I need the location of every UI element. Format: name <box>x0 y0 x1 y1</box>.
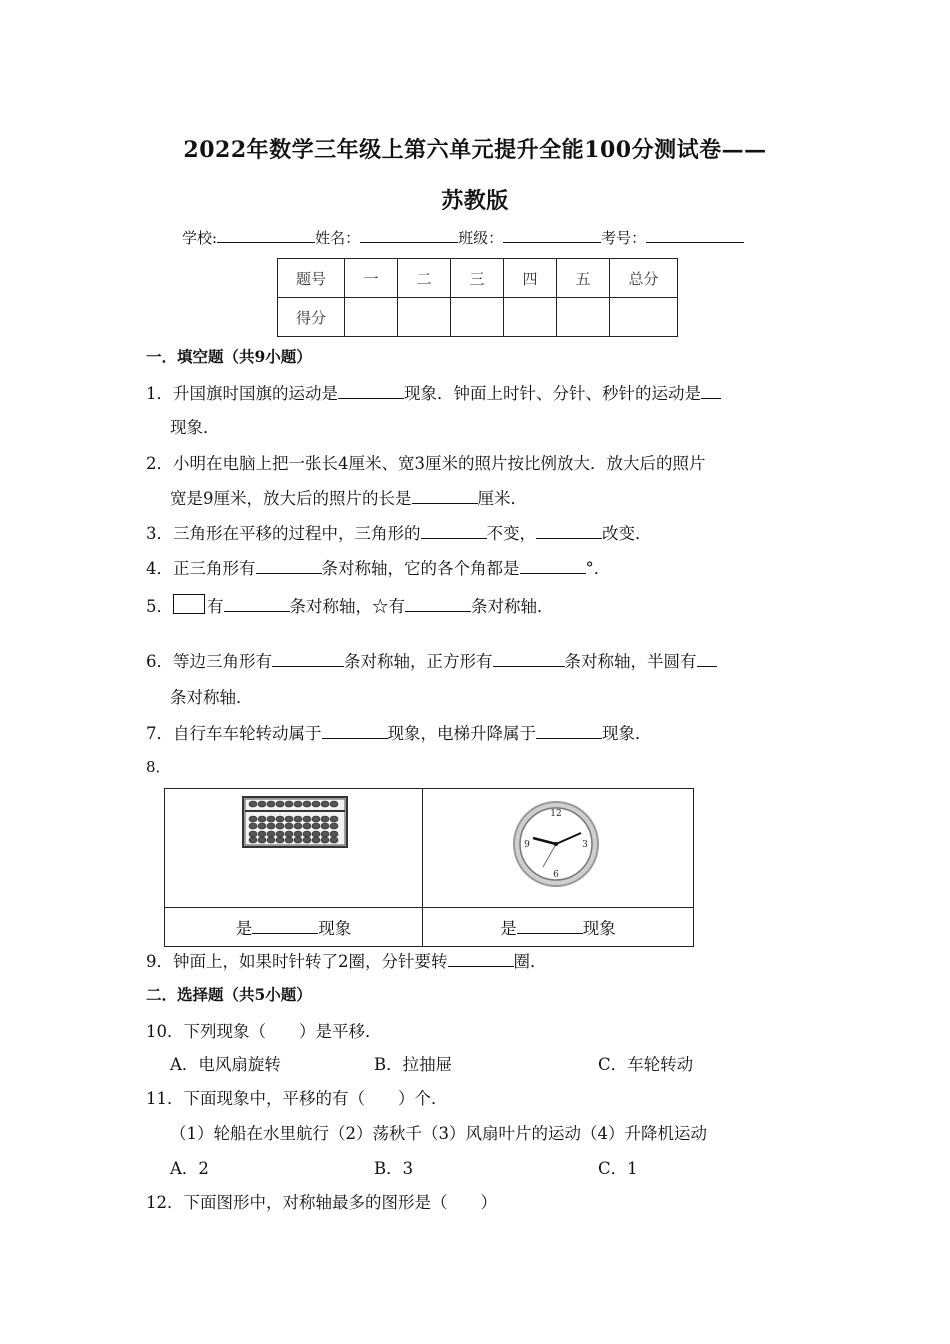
q8-right-blank[interactable] <box>517 915 583 934</box>
exam-title-line2: 苏教版 <box>441 188 509 214</box>
question-8-number: 8． <box>146 758 171 776</box>
q11-option-c[interactable]: C．1 <box>598 1159 638 1178</box>
q6-blank-3[interactable] <box>697 648 717 667</box>
question-11-sub: （1）轮船在水里航行（2）荡秋千（3）风扇叶片的运动（4）升降机运动 <box>170 1124 707 1143</box>
question-1-line2 <box>170 414 220 438</box>
clock-cell <box>423 789 694 908</box>
question-10-stem: 10．下列现象（ ）是平移． <box>146 1022 382 1041</box>
q10-option-b[interactable]: B．拉抽屉 <box>374 1055 453 1074</box>
question-12-stem: 12．下面图形中，对称轴最多的图形是（ ） <box>146 1193 497 1212</box>
question-6-line1 <box>146 648 717 672</box>
q4-blank-1[interactable] <box>256 555 322 574</box>
score-col-5: 五 <box>557 259 610 298</box>
q3-blank-1[interactable] <box>421 520 487 539</box>
score-col-1: 一 <box>345 259 398 298</box>
score-cell[interactable] <box>398 298 451 337</box>
name-blank[interactable] <box>360 226 458 243</box>
school-label: 学校: <box>182 229 218 247</box>
class-blank[interactable] <box>503 226 601 243</box>
q4-text-a: 4．正三角形有 <box>146 559 256 578</box>
question-1-line1 <box>146 380 721 404</box>
q7-text-c: 现象． <box>602 724 652 743</box>
question-7 <box>146 720 652 744</box>
q5-blank-1[interactable] <box>224 593 290 612</box>
q8-left-blank[interactable] <box>252 915 318 934</box>
q6-blank-1[interactable] <box>272 648 344 667</box>
q6-blank-2[interactable] <box>493 648 565 667</box>
clock-caption <box>423 908 694 947</box>
q11-option-b[interactable]: B．3 <box>374 1159 414 1178</box>
q1-text-c: 现象． <box>170 418 220 437</box>
question-8-table <box>164 788 694 947</box>
abacus-caption <box>165 908 423 947</box>
q1-text-a: 1．升国旗时国旗的运动是 <box>146 384 338 403</box>
question-4 <box>146 555 610 579</box>
q9-text-a: 9．钟面上，如果时针转了2圈，分针要转 <box>146 952 448 971</box>
name-label: 姓名： <box>315 229 361 247</box>
q7-text-a: 7．自行车车轮转动属于 <box>146 724 322 743</box>
exam-no-blank[interactable] <box>646 226 744 243</box>
question-2-line1 <box>146 450 706 474</box>
q8-right-text-b: 现象 <box>582 919 616 938</box>
clock-number-6: 6 <box>553 870 559 880</box>
exam-no-label: 考号： <box>601 229 647 247</box>
section2-title: 二．选择题（共5小题） <box>146 985 312 1004</box>
q7-blank-1[interactable] <box>322 720 388 739</box>
q1-blank-1[interactable] <box>338 380 404 399</box>
abacus-cell <box>165 789 423 908</box>
question-3 <box>146 520 652 544</box>
q8-left-text-b: 现象 <box>318 919 352 938</box>
q2-text-b: 宽是9厘米，放大后的照片的长是 <box>170 489 412 508</box>
q11-option-a[interactable]: A．2 <box>170 1159 209 1178</box>
q9-text-b: 圈． <box>513 952 547 971</box>
q3-text-a: 3．三角形在平移的过程中，三角形的 <box>146 524 421 543</box>
score-table-header-label: 题号 <box>278 259 345 298</box>
exam-title-line1: 2022年数学三年级上第六单元提升全能100分测试卷—— <box>183 137 767 163</box>
q10-option-a[interactable]: A．电风扇旋转 <box>170 1055 281 1074</box>
score-cell[interactable] <box>504 298 557 337</box>
q2-text-a: 2．小明在电脑上把一张长4厘米、宽3厘米的照片按比例放大．放大后的照片 <box>146 454 706 473</box>
q6-text-c: 条对称轴，半圆有 <box>564 652 697 671</box>
abacus-image <box>165 789 422 903</box>
q8-right-text-a: 是 <box>500 919 517 938</box>
clock-number-9: 9 <box>524 840 530 850</box>
q6-text-a: 6．等边三角形有 <box>146 652 272 671</box>
clock-number-3: 3 <box>582 840 588 850</box>
score-cell[interactable] <box>557 298 610 337</box>
q1-blank-2[interactable] <box>701 380 721 399</box>
q7-blank-2[interactable] <box>536 720 602 739</box>
q4-blank-2[interactable] <box>520 555 586 574</box>
q10-option-c[interactable]: C．车轮转动 <box>598 1055 694 1074</box>
question-5 <box>146 593 554 617</box>
score-cell[interactable] <box>451 298 504 337</box>
q5-blank-2[interactable] <box>405 593 471 612</box>
q5-text-d: 条对称轴． <box>471 597 554 616</box>
score-table <box>277 258 678 337</box>
score-cell[interactable] <box>610 298 678 337</box>
question-9 <box>146 948 547 972</box>
q2-text-c: 厘米． <box>477 489 527 508</box>
q3-blank-2[interactable] <box>536 520 602 539</box>
q6-text-d: 条对称轴． <box>170 688 253 707</box>
q3-text-c: 改变． <box>602 524 652 543</box>
score-row-label: 得分 <box>278 298 345 337</box>
rectangle-icon <box>173 594 205 614</box>
q9-blank[interactable] <box>448 948 514 967</box>
school-blank[interactable] <box>217 226 315 243</box>
score-col-4: 四 <box>504 259 557 298</box>
q1-text-b: 现象．钟面上时针、分针、秒针的运动是 <box>404 384 701 403</box>
student-info-line <box>182 226 744 248</box>
score-cell[interactable] <box>345 298 398 337</box>
question-6-line2 <box>170 684 253 708</box>
q5-text-c: 条对称轴，☆有 <box>289 597 405 616</box>
q5-text-a: 5． <box>146 597 173 616</box>
question-11-stem: 11．下面现象中，平移的有（ ）个． <box>146 1089 448 1108</box>
q8-left-text-a: 是 <box>235 919 253 938</box>
class-label: 班级： <box>458 229 504 247</box>
section1-title: 一．填空题（共9小题） <box>146 347 312 366</box>
q4-text-b: 条对称轴，它的各个角都是 <box>321 559 520 578</box>
q4-text-c: °． <box>585 559 611 578</box>
q2-blank[interactable] <box>412 485 478 504</box>
q3-text-b: 不变， <box>486 524 536 543</box>
q6-text-b: 条对称轴，正方形有 <box>344 652 493 671</box>
score-col-2: 二 <box>398 259 451 298</box>
q7-text-b: 现象，电梯升降属于 <box>387 724 536 743</box>
clock-number-12: 12 <box>550 809 562 819</box>
clock-image <box>423 789 693 903</box>
score-col-3: 三 <box>451 259 504 298</box>
question-2-line2 <box>170 485 527 509</box>
score-col-total: 总分 <box>610 259 678 298</box>
q5-text-b: 有 <box>207 597 224 616</box>
